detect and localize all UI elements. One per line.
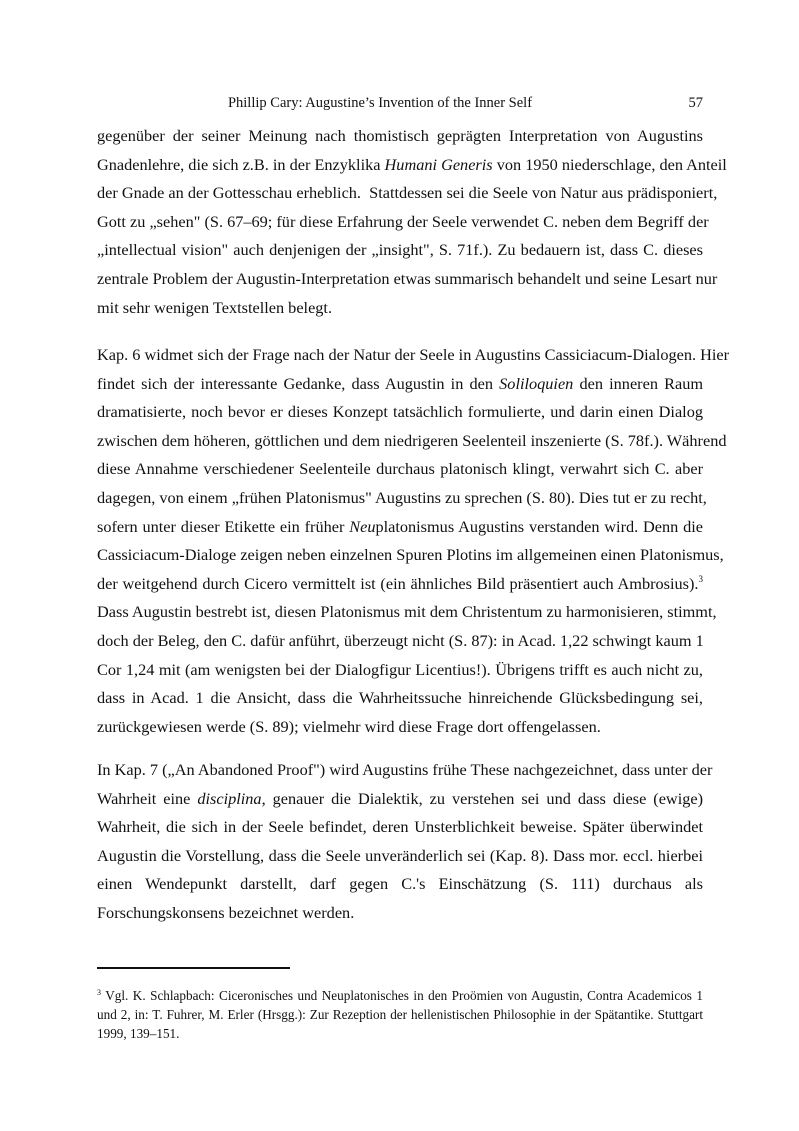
page-number: 57 xyxy=(688,95,703,111)
text-line xyxy=(97,656,703,685)
text-segment: von 1950 niederschlage, den Anteil xyxy=(492,154,727,174)
italic-text: Soliloquien xyxy=(499,373,574,393)
text-segment: Kap. 6 widmet sich der Frage nach der Natur der Seele in Augustins Cassiciacum-Dialogen. Hier xyxy=(97,345,730,364)
text-segment: Gnadenlehre, die sich z.B. in der Enzyklika xyxy=(97,154,385,174)
text-segment: Vgl. K. Schlapbach: Ciceronisches und Neuplatonisches in den Proömien von Augustin, Contra Academicos 1 xyxy=(101,988,703,1003)
text-line xyxy=(97,842,703,871)
text-line xyxy=(97,265,718,294)
text-segment: dramatisierte, noch bevor er dieses Konzept tatsächlich formulierte, und darin einen Dialog xyxy=(97,402,703,422)
text-segment: sofern unter dieser Etikette ein früher xyxy=(97,516,350,536)
text-line xyxy=(97,813,703,842)
paragraph-2 xyxy=(97,341,730,741)
text-line xyxy=(97,179,718,208)
text-segment: und 2, in: T. Fuhrer, M. Erler (Hrsgg.): Zur Rezeption der hellenistischen Philosophie in der Spätantike. Stuttgart xyxy=(97,1007,703,1022)
text-segment: Gott zu „sehen" (S. 67–69; für diese Erfahrung der Seele verwendet C. neben dem Begriff der xyxy=(97,211,709,231)
italic-text: Neu xyxy=(349,516,376,536)
text-segment: dass in Acad. 1 die Ansicht, dass die Wahrheitssuche hinreichende Glücksbedingung sei, xyxy=(97,688,703,708)
text-line xyxy=(97,598,717,627)
paragraph-1 xyxy=(97,122,727,322)
text-segment: der weitgehend durch Cicero vermittelt ist (ein ähnliches Bild präsentiert auch Ambrosius). xyxy=(97,573,699,593)
text-segment: gegenüber der seiner Meinung nach thomistisch geprägten Interpretation von Augustins xyxy=(97,126,703,145)
text-line xyxy=(97,541,724,570)
text-line xyxy=(97,455,703,484)
text-line xyxy=(97,684,703,713)
text-segment: Cor 1,24 mit (am wenigsten bei der Dialogfigur Licentius!). Übrigens trifft es auch nicht zu, xyxy=(97,659,703,679)
text-segment: Cassiciacum-Dialoge zeigen neben einzelnen Spuren Plotins im allgemeinen einen Platonismus, xyxy=(97,545,724,565)
text-line xyxy=(97,986,703,1005)
text-segment: der Gnade an der Gottesschau erheblich. Stattdessen sei die Seele von Natur aus prädisponiert, xyxy=(97,183,718,203)
text-line xyxy=(97,341,730,370)
text-line xyxy=(97,427,727,456)
text-line xyxy=(97,294,703,323)
text-line xyxy=(97,122,703,151)
text-segment: In Kap. 7 („An Abandoned Proof") wird Augustins frühe These nachgezeichnet, dass unter der xyxy=(97,760,713,779)
text-segment: zentrale Problem der Augustin-Interpretation etwas summarisch behandelt und seine Lesart nur xyxy=(97,268,718,288)
text-segment: einen Wendepunkt darstellt, darf gegen C.'s Einschätzung (S. 111) durchaus als xyxy=(97,874,703,894)
paragraph-3 xyxy=(97,756,713,928)
text-segment: 1999, 139–151. xyxy=(97,1026,180,1041)
text-line xyxy=(97,627,703,656)
text-segment: platonismus Augustins verstanden wird. Denn die xyxy=(375,516,703,536)
text-segment: dagegen, von einem „frühen Platonismus" Augustins zu sprechen (S. 80). Dies tut er zu recht, xyxy=(97,487,707,507)
text-segment: Wahrheit, die sich in der Seele befindet, deren Unsterblichkeit beweise. Später überwindet xyxy=(97,817,703,837)
text-line xyxy=(97,899,703,928)
footnote-marker: 3 xyxy=(698,573,703,584)
text-segment: findet sich der interessante Gedanke, dass Augustin in den xyxy=(97,373,500,393)
text-segment: diese Annahme verschiedener Seelenteile durchaus platonisch klingt, verwahrt sich C. aber xyxy=(97,459,703,479)
text-line xyxy=(97,484,707,513)
text-segment: „intellectual vision" auch denjenigen der „insight", S. 71f.). Zu bedauern ist, dass C. dieses xyxy=(97,240,703,260)
text-line xyxy=(97,1024,703,1043)
text-segment: zwischen dem höheren, göttlichen und dem niedrigeren Seelenteil inszenierte (S. 78f.). Während xyxy=(97,430,727,450)
italic-text: Humani Generis xyxy=(384,154,493,174)
footnote-3 xyxy=(97,986,703,1043)
text-line xyxy=(97,398,703,427)
footnote-marker: 3 xyxy=(97,988,101,997)
text-segment: Wahrheit eine xyxy=(97,788,198,808)
text-line xyxy=(97,370,703,399)
text-line xyxy=(97,713,703,742)
text-line xyxy=(97,236,703,265)
text-segment: Forschungskonsens bezeichnet werden. xyxy=(97,902,355,922)
text-segment: den inneren Raum xyxy=(573,373,703,393)
text-segment: zurückgewiesen werde (S. 89); vielmehr wird diese Frage dort offengelassen. xyxy=(97,716,601,736)
italic-text: disciplina xyxy=(197,788,262,808)
text-segment: , genauer die Dialektik, zu verstehen sei und dass diese (ewige) xyxy=(261,788,704,808)
footnote-separator xyxy=(97,967,290,969)
text-line xyxy=(97,1005,703,1024)
text-segment: mit sehr wenigen Textstellen belegt. xyxy=(97,297,333,317)
text-line xyxy=(97,756,713,785)
text-line xyxy=(97,570,703,599)
running-title: Phillip Cary: Augustine’s Invention of the Inner Self xyxy=(227,95,533,111)
text-line xyxy=(97,151,727,180)
text-segment: Augustin die Vorstellung, dass die Seele unveränderlich sei (Kap. 8). Dass mor. eccl. hierbei xyxy=(97,845,703,865)
text-line xyxy=(97,208,709,237)
text-segment: Dass Augustin bestrebt ist, diesen Platonismus mit dem Christentum zu harmonisieren, stimmt, xyxy=(97,602,717,622)
text-line xyxy=(97,785,703,814)
text-line xyxy=(97,513,703,542)
text-segment: doch der Beleg, den C. dafür anführt, überzeugt nicht (S. 87): in Acad. 1,22 schwingt kaum 1 xyxy=(97,630,704,650)
text-line xyxy=(97,870,703,899)
